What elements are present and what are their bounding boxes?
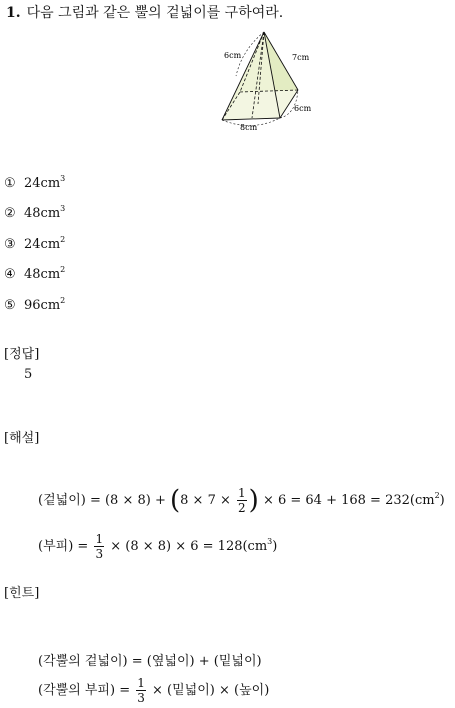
choice-3[interactable]: ③ $24cm^2$ xyxy=(4,235,66,252)
hint-heading: [힌트] xyxy=(4,586,40,601)
choice-5-number: ⑤ xyxy=(4,298,16,313)
fraction-third: $\frac{1}{3}$ xyxy=(95,532,104,561)
fraction-third-hint: $\frac{1}{3}$ xyxy=(137,676,145,705)
label-side: 6cm xyxy=(294,104,312,113)
choice-3-number: ③ xyxy=(4,237,16,252)
label-base: 8cm xyxy=(240,123,258,132)
question-text: 다음 그림과 같은 뿔의 겉넓이를 구하여라. xyxy=(26,5,284,21)
choice-1[interactable]: ① $24cm^3$ xyxy=(4,174,66,191)
pyramid-figure xyxy=(220,28,320,134)
answer-value: 5 xyxy=(24,367,33,382)
solution-equation-1: (겉넓이) = (8 × 8) + (8 × 7 × $\frac{1}{2}$ ) × $6 = 64 + 168 = 232(cm^2)$ xyxy=(38,485,445,516)
solution-heading: [해설] xyxy=(4,431,40,446)
label-edge: 7cm xyxy=(292,53,310,62)
choice-2-number: ② xyxy=(4,206,16,221)
choice-2[interactable]: ② $48cm^3$ xyxy=(4,204,66,221)
question-number: 1. xyxy=(6,5,21,21)
fraction-half: $\frac{1}{2}$ xyxy=(238,486,246,515)
choice-1-number: ① xyxy=(4,176,16,191)
question xyxy=(6,2,283,22)
hint-equation-1: (각뿔의 겉넓이) = (옆넓이) + (밑넓이) xyxy=(38,654,262,669)
label-slant: 6cm xyxy=(224,51,242,60)
choice-5[interactable]: ⑤ $96cm^2$ xyxy=(4,296,66,313)
choice-4-number: ④ xyxy=(4,267,16,282)
pyramid-base-back xyxy=(222,90,298,120)
answer-heading: [정답] xyxy=(4,347,40,362)
choice-4[interactable]: ④ $48cm^2$ xyxy=(4,265,66,282)
solution-equation-2: (부피) = $\frac{1}{3}$ × $(8 \times 8) \times 6 = 128(cm^3)$ xyxy=(38,532,278,561)
hint-equation-2: (각뿔의 부피) = $\frac{1}{3}$ × (밑넓이) × (높이) xyxy=(38,676,270,705)
